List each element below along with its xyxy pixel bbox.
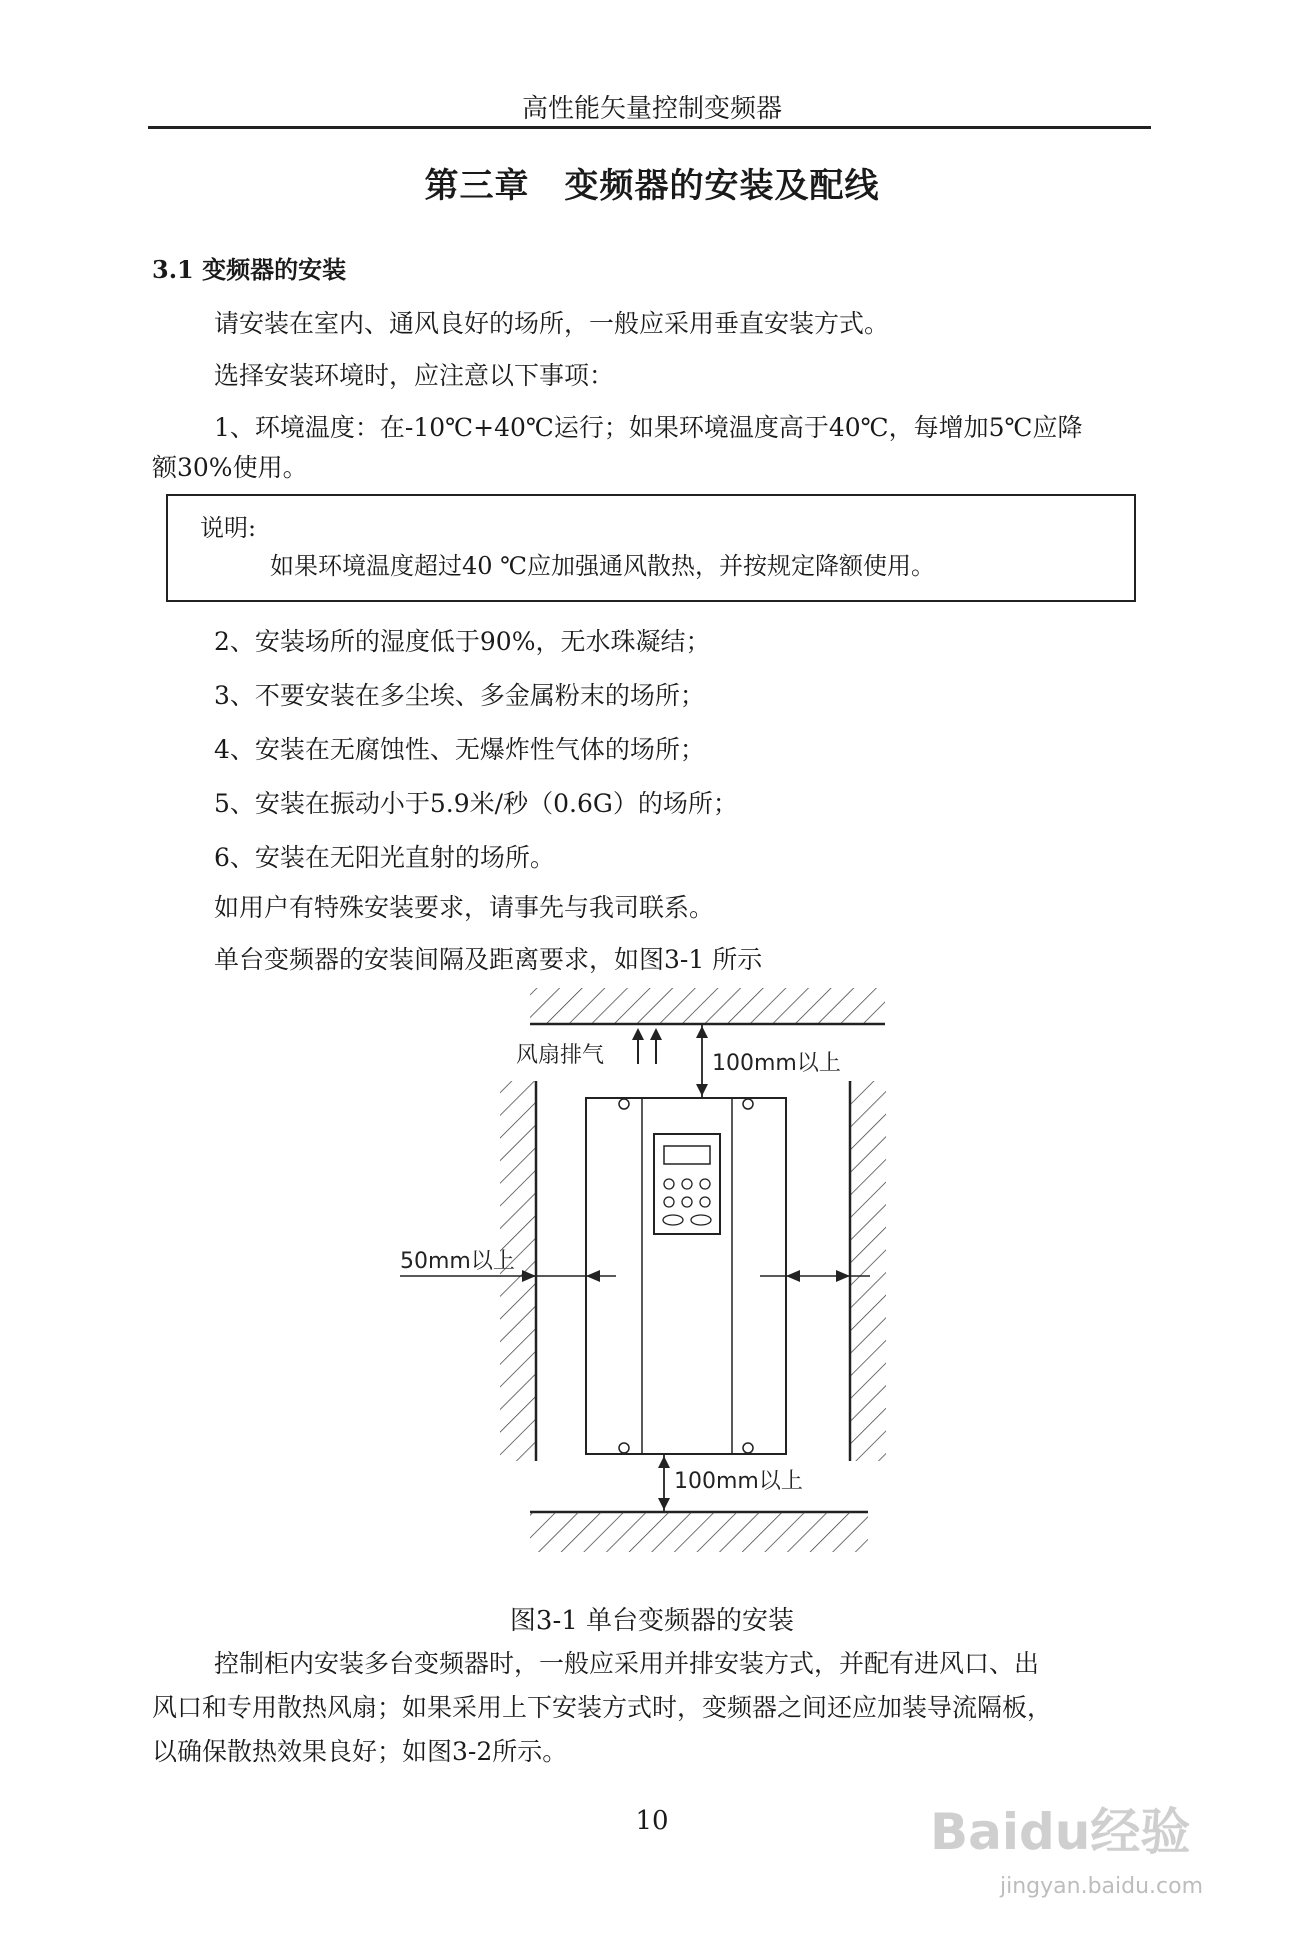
paragraph-multi-install-2: 风口和专用散热风扇；如果采用上下安装方式时，变频器之间还应加装导流隔板， xyxy=(152,1693,1053,1722)
item-vibration: 5、安装在振动小于5.9米/秒（0.6G）的场所； xyxy=(214,789,738,818)
watermark-brand: Baidu经验 xyxy=(930,1803,1191,1861)
item-corrosion: 4、安装在无腐蚀性、无爆炸性气体的场所； xyxy=(214,735,705,764)
note-body: 如果环境温度超过40 ℃应加强通风散热，并按规定降额使用。 xyxy=(270,552,936,580)
installation-diagram xyxy=(380,986,920,1576)
item-temperature: 1、环境温度：在-10℃+40℃运行；如果环境温度高于40℃，每增加5℃应降 xyxy=(214,413,1083,442)
baidu-watermark-logo xyxy=(930,1770,1270,1930)
fan-exhaust-label: 风扇排气 xyxy=(516,1043,605,1068)
watermark-url: jingyan.baidu.com xyxy=(1000,1874,1204,1899)
item-sunlight: 6、安装在无阳光直射的场所。 xyxy=(214,843,555,872)
paragraph-multi-install-3: 以确保散热效果良好；如图3-2所示。 xyxy=(152,1737,568,1766)
item-dust: 3、不要安装在多尘埃、多金属粉末的场所； xyxy=(214,681,705,710)
right-wall-hatch xyxy=(850,1081,886,1461)
item-temperature-cont: 额30%使用。 xyxy=(152,453,308,482)
chapter-title: 第三章 变频器的安装及配线 xyxy=(424,166,880,206)
note-title: 说明: xyxy=(200,514,257,542)
paragraph-contact: 如用户有特殊安装要求，请事先与我司联系。 xyxy=(214,893,715,922)
paragraph-multi-install-1: 控制柜内安装多台变频器时，一般应采用并排安装方式，并配有进风口、出 xyxy=(214,1649,1040,1678)
side-clearance-label: 50mm以上 xyxy=(400,1249,515,1274)
section-title: 3.1 变频器的安装 xyxy=(152,255,347,284)
page-number: 10 xyxy=(635,1806,669,1836)
header-rule xyxy=(148,126,1151,129)
top-clearance-label: 100mm以上 xyxy=(712,1051,841,1076)
keypad-display xyxy=(664,1146,710,1164)
up-arrow-icon xyxy=(650,1028,662,1040)
item-humidity: 2、安装场所的湿度低于90%，无水珠凝结； xyxy=(214,627,711,656)
bottom-clearance-label: 100mm以上 xyxy=(674,1469,803,1494)
up-arrow-icon xyxy=(632,1028,644,1040)
paragraph-environment-intro: 选择安装环境时，应注意以下事项： xyxy=(214,361,615,390)
paragraph-figure-ref: 单台变频器的安装间隔及距离要求，如图3-1 所示 xyxy=(214,945,763,974)
paragraph-install-location: 请安装在室内、通风良好的场所，一般应采用垂直安装方式。 xyxy=(214,309,890,338)
floor-hatch xyxy=(530,1512,868,1552)
top-wall-hatch xyxy=(530,988,885,1024)
figure-caption: 图3-1 单台变频器的安装 xyxy=(509,1606,795,1636)
running-header: 高性能矢量控制变频器 xyxy=(521,94,782,124)
